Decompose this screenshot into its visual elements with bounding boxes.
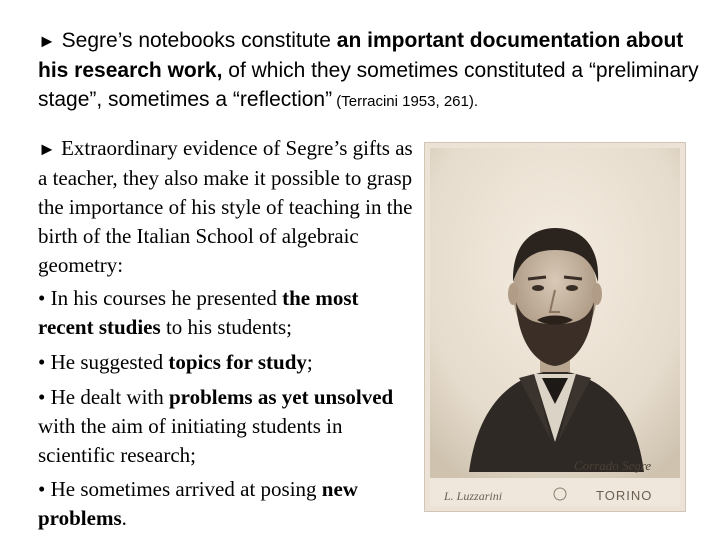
bullet-item-4 bbox=[38, 475, 418, 533]
bullet-text: . bbox=[121, 506, 127, 530]
intro-text-2: of which they sometimes constituted a “preliminary stage”, sometimes a “reflection” bbox=[38, 59, 699, 111]
bullet-text: with the aim of initiating students in scientific research; bbox=[38, 414, 343, 467]
bullet-item-1 bbox=[38, 284, 418, 342]
signature: Corrado Segre bbox=[574, 458, 652, 473]
bullet-text: • In his courses he presented bbox=[38, 286, 283, 310]
bullet-text: • He sometimes arrived at posing bbox=[38, 477, 322, 501]
bullet-text: • He suggested bbox=[38, 350, 169, 374]
portrait-photo bbox=[424, 142, 686, 512]
intro-bold-text: an important documentation about his research work, bbox=[38, 29, 684, 82]
portrait-photo-image bbox=[424, 142, 686, 512]
studio-city: TORINO bbox=[596, 488, 653, 503]
citation: (Terracini 1953, 261). bbox=[332, 93, 479, 110]
teacher-text: Extraordinary evidence of Segre’s gifts as a teacher, they also make it possible to grasp the importance of his style of teaching in the birth of the Italian School of algebraic geometry: bbox=[38, 136, 413, 277]
bullet-bold: topics for study bbox=[168, 350, 307, 374]
intro-paragraph bbox=[38, 26, 708, 116]
triangle-bullet-icon: ► bbox=[38, 139, 56, 159]
studio-name: L. Luzzarini bbox=[444, 489, 503, 503]
bullet-bold: problems as yet unsolved bbox=[168, 385, 394, 409]
teacher-paragraph bbox=[38, 134, 418, 280]
intro-text-1: Segre’s notebooks constitute bbox=[55, 29, 337, 52]
bullet-text: to his students; bbox=[160, 315, 292, 339]
triangle-bullet-icon: ► bbox=[38, 31, 56, 51]
bullet-bold: the most recent studies bbox=[38, 286, 359, 339]
bullet-item-2 bbox=[38, 348, 418, 377]
bullet-text: ; bbox=[306, 350, 313, 374]
bullet-item-3 bbox=[38, 383, 418, 470]
bullet-text: • He dealt with bbox=[38, 385, 169, 409]
bullet-bold: new problems bbox=[38, 477, 358, 530]
